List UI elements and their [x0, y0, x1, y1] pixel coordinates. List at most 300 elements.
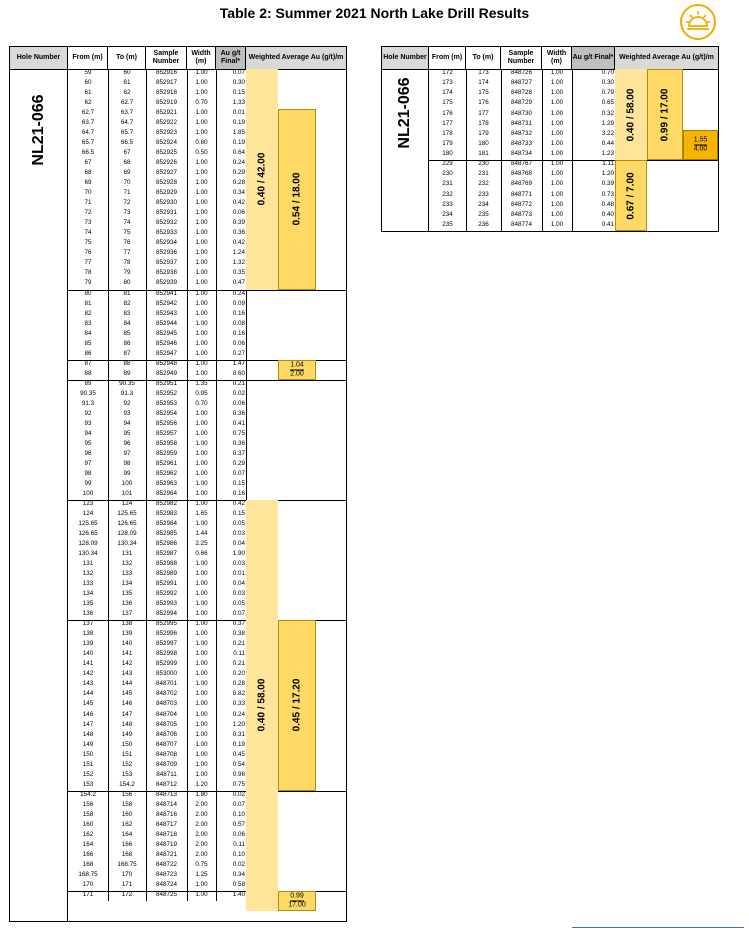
- from-cell: 60: [84, 79, 92, 87]
- to-cell: 62: [123, 89, 131, 97]
- sample-cell: 852994: [155, 610, 177, 618]
- au-cell: 0.44: [601, 139, 614, 147]
- sample-cell: 852984: [155, 520, 177, 528]
- from-cell: 149: [82, 740, 94, 748]
- to-cell: 68: [123, 159, 131, 167]
- au-cell: 0.28: [232, 680, 245, 688]
- width-cell: 1.80: [195, 790, 208, 798]
- sample-cell: 852996: [155, 630, 177, 638]
- au-cell: 0.35: [232, 269, 245, 277]
- from-cell: 65.7: [81, 139, 95, 147]
- from-cell: 168: [82, 860, 94, 868]
- sample-cell: 852999: [155, 660, 177, 668]
- from-cell: 75: [84, 239, 92, 247]
- weighted-average-width: 2.00: [290, 370, 304, 378]
- width-cell: 1.00: [195, 630, 208, 638]
- au-cell: 0.37: [232, 449, 245, 457]
- from-cell: 90.35: [80, 389, 96, 397]
- width-cell: 2.00: [195, 850, 208, 858]
- au-cell: 0.36: [232, 439, 245, 447]
- au-cell: 0.24: [232, 159, 245, 167]
- au-cell: 0.65: [601, 99, 614, 107]
- from-cell: 125.65: [78, 520, 98, 528]
- width-cell: 1.00: [195, 239, 208, 247]
- au-cell: 1.20: [232, 720, 245, 728]
- weighted-average-interval: [278, 109, 316, 289]
- from-cell: 232: [442, 190, 453, 198]
- to-cell: 134: [121, 580, 133, 588]
- from-cell: 176: [442, 109, 453, 117]
- au-cell: 0.29: [232, 169, 245, 177]
- width-cell: 1.00: [195, 219, 208, 227]
- sample-cell: 852949: [155, 369, 177, 377]
- au-cell: 0.09: [232, 299, 245, 307]
- from-cell: 94: [84, 429, 92, 437]
- to-cell: 86: [123, 339, 131, 347]
- to-cell: 75: [123, 229, 131, 237]
- to-cell: 128.09: [117, 530, 137, 538]
- sample-cell: 852956: [155, 419, 177, 427]
- au-cell: 0.07: [232, 610, 245, 618]
- width-cell: 1.00: [195, 580, 208, 588]
- from-cell: 83: [84, 319, 92, 327]
- au-cell: 0.10: [232, 810, 245, 818]
- au-cell: 0.39: [232, 219, 245, 227]
- to-cell: 131: [121, 550, 133, 558]
- hole-id: NL21-066: [396, 77, 413, 149]
- to-cell: 234: [478, 200, 489, 208]
- au-cell: 0.36: [232, 409, 245, 417]
- to-cell: 153: [121, 770, 133, 778]
- to-cell: 158: [121, 800, 133, 808]
- header-to: To (m): [108, 47, 146, 69]
- au-cell: 0.30: [232, 79, 245, 87]
- from-cell: 62.7: [81, 109, 95, 117]
- to-cell: 82: [123, 299, 131, 307]
- au-cell: 0.70: [601, 69, 614, 76]
- sample-cell: 848726: [510, 69, 532, 76]
- au-cell: 0.15: [232, 479, 245, 487]
- au-cell: 0.03: [232, 560, 245, 568]
- to-cell: 179: [478, 129, 489, 137]
- to-cell: 81: [123, 289, 131, 297]
- from-cell: 67: [84, 159, 92, 167]
- to-cell: 143: [121, 670, 133, 678]
- to-cell: 79: [123, 269, 131, 277]
- sample-cell: 848716: [155, 810, 177, 818]
- to-cell: 70: [123, 179, 131, 187]
- from-cell: 156: [82, 800, 94, 808]
- sample-cell: 852941: [155, 289, 177, 297]
- to-cell: 76: [123, 239, 131, 247]
- width-cell: 1.00: [550, 220, 564, 228]
- to-cell: 180: [478, 139, 489, 147]
- width-cell: 1.00: [195, 229, 208, 237]
- weighted-average-label: 0.45 / 17.20: [291, 679, 303, 732]
- to-cell: 74: [123, 219, 131, 227]
- sample-cell: 848714: [155, 800, 177, 808]
- au-cell: 0.19: [232, 139, 245, 147]
- weighted-average-interval: [278, 891, 316, 911]
- au-cell: 0.36: [232, 229, 245, 237]
- to-cell: 168.75: [117, 860, 137, 868]
- width-cell: 1.00: [195, 449, 208, 457]
- to-cell: 72: [123, 199, 131, 207]
- sample-cell: 852932: [155, 219, 177, 227]
- au-cell: 0.16: [232, 489, 245, 497]
- sample-cell: 848702: [155, 690, 177, 698]
- sample-cell: 848711: [156, 770, 177, 778]
- to-cell: 61: [123, 79, 131, 87]
- sample-cell: 852921: [155, 109, 177, 117]
- to-cell: 77: [123, 249, 131, 257]
- interval-separator: [68, 500, 346, 501]
- sample-cell: 852945: [155, 329, 177, 337]
- au-cell: 0.79: [601, 89, 614, 97]
- sample-cell: 852995: [155, 620, 177, 628]
- width-cell: 1.00: [195, 690, 208, 698]
- sample-cell: 848724: [155, 880, 177, 888]
- width-cell: 1.00: [195, 209, 208, 217]
- au-cell: 0.06: [232, 830, 245, 838]
- width-cell: 2.00: [195, 820, 208, 828]
- to-cell: 83: [123, 309, 131, 317]
- au-cell: 0.73: [601, 190, 614, 198]
- sample-cell: 852953: [155, 399, 177, 407]
- au-cell: 0.27: [232, 349, 245, 357]
- weighted-average-stack: [279, 892, 315, 909]
- width-cell: 1.00: [195, 640, 208, 648]
- width-cell: 1.00: [195, 439, 208, 447]
- width-cell: 1.00: [195, 730, 208, 738]
- width-cell: 0.50: [195, 149, 208, 157]
- sample-cell: 852930: [155, 199, 177, 207]
- width-cell: 1.35: [195, 379, 208, 387]
- to-cell: 69: [123, 169, 131, 177]
- to-cell: 230: [478, 160, 489, 168]
- header-sample-number: Sample Number: [146, 47, 187, 69]
- to-cell: 164: [121, 830, 133, 838]
- sample-cell: 852998: [155, 650, 177, 658]
- width-cell: 1.00: [195, 890, 208, 898]
- from-cell: 68: [84, 169, 92, 177]
- from-cell: 148: [82, 730, 94, 738]
- au-cell: 0.82: [232, 690, 245, 698]
- from-cell: 91.3: [81, 399, 95, 407]
- au-cell: 0.42: [232, 500, 245, 507]
- au-cell: 0.05: [232, 520, 245, 528]
- from-cell: 146: [82, 710, 94, 718]
- sample-cell: 852944: [155, 319, 177, 327]
- to-cell: 92: [123, 399, 131, 407]
- sample-cell: 848705: [155, 720, 177, 728]
- sample-cell: 848706: [155, 730, 177, 738]
- to-cell: 133: [121, 570, 133, 578]
- sample-cell: 852952: [155, 389, 177, 397]
- to-cell: 73: [123, 209, 131, 217]
- from-cell: 61: [84, 89, 92, 97]
- width-cell: 1.00: [195, 119, 208, 127]
- sample-cell: 848703: [155, 700, 177, 708]
- sample-cell: 852992: [155, 590, 177, 598]
- sample-cell: 848712: [155, 780, 177, 788]
- au-cell: 0.15: [232, 510, 245, 518]
- to-cell: 168: [121, 850, 133, 858]
- from-cell: 77: [84, 259, 92, 267]
- sample-cell: 852923: [155, 129, 177, 137]
- width-cell: 1.00: [195, 349, 208, 357]
- weighted-average-interval: [246, 500, 278, 911]
- from-cell: 153: [82, 780, 94, 788]
- sample-cell: 848729: [510, 99, 532, 107]
- to-cell: 148: [121, 720, 133, 728]
- width-cell: 1.00: [550, 150, 564, 157]
- width-cell: 1.00: [550, 99, 564, 107]
- au-cell: 0.41: [232, 419, 245, 427]
- width-cell: 1.00: [195, 129, 208, 137]
- header-au: Au g/t Final*: [572, 47, 615, 69]
- au-cell: 1.23: [601, 150, 614, 157]
- to-cell: 140: [121, 640, 133, 648]
- au-cell: 0.15: [232, 89, 245, 97]
- width-cell: 1.00: [195, 169, 208, 177]
- weighted-average-width: 4.00: [693, 145, 708, 153]
- au-cell: 0.02: [232, 389, 245, 397]
- from-cell: 98: [84, 469, 92, 477]
- sample-cell: 852939: [155, 279, 177, 287]
- sample-cell: 848709: [155, 760, 177, 768]
- page-title: Table 2: Summer 2021 North Lake Drill Results: [219, 5, 530, 21]
- sample-cell: 852929: [155, 189, 177, 197]
- from-cell: 142: [82, 670, 94, 678]
- interval-separator: [429, 160, 718, 161]
- to-cell: 84: [123, 319, 131, 327]
- width-cell: 1.00: [195, 500, 208, 507]
- from-cell: 229: [442, 160, 453, 168]
- to-cell: 85: [123, 329, 131, 337]
- to-cell: 170: [121, 870, 133, 878]
- sample-cell: 852943: [155, 309, 177, 317]
- header-au: Au g/t Final*: [216, 47, 246, 69]
- to-cell: 125.65: [117, 510, 137, 518]
- to-cell: 166: [121, 840, 133, 848]
- au-cell: 0.75: [232, 780, 245, 788]
- width-cell: 2.25: [195, 540, 208, 548]
- sample-cell: 852988: [155, 560, 177, 568]
- to-cell: 124: [121, 500, 133, 507]
- width-cell: 1.65: [195, 510, 208, 518]
- au-cell: 0.03: [232, 590, 245, 598]
- from-cell: 132: [82, 570, 94, 578]
- sample-cell: 852937: [155, 259, 177, 267]
- sun-logo-icon: [678, 2, 718, 42]
- to-cell: 173: [478, 69, 489, 76]
- to-cell: 154.2: [119, 780, 135, 788]
- to-cell: 177: [478, 109, 489, 117]
- weighted-average-grade: 0.99: [290, 892, 304, 900]
- width-cell: 1.00: [195, 459, 208, 467]
- sample-cell: 848719: [155, 840, 177, 848]
- from-cell: 172: [442, 69, 453, 76]
- to-cell: 136: [121, 600, 133, 608]
- from-cell: 170: [82, 880, 94, 888]
- to-cell: 98: [123, 459, 131, 467]
- width-cell: 1.00: [195, 319, 208, 327]
- au-cell: 0.42: [232, 239, 245, 247]
- width-cell: 1.00: [195, 610, 208, 618]
- from-cell: 86: [84, 349, 92, 357]
- sample-cell: 848708: [155, 750, 177, 758]
- au-cell: 0.47: [232, 279, 245, 287]
- width-cell: 1.00: [195, 600, 208, 608]
- width-cell: 1.00: [195, 670, 208, 678]
- from-cell: 87: [84, 359, 92, 367]
- width-cell: 1.00: [550, 200, 564, 208]
- to-cell: 171: [121, 880, 133, 888]
- au-cell: 0.30: [601, 79, 614, 87]
- to-cell: 132: [121, 560, 133, 568]
- to-cell: 178: [478, 119, 489, 127]
- header-weighted-average: Weighted Average Au (g/t)/m: [615, 47, 718, 69]
- sample-cell: 848731: [510, 119, 532, 127]
- sample-cell: 848727: [510, 79, 532, 87]
- from-cell: 100: [82, 489, 94, 497]
- to-cell: 160: [121, 810, 133, 818]
- sample-cell: 848723: [155, 870, 177, 878]
- width-cell: 1.00: [195, 560, 208, 568]
- sample-cell: 852989: [155, 570, 177, 578]
- sample-cell: 848768: [510, 170, 532, 178]
- width-cell: 0.95: [195, 389, 208, 397]
- sample-cell: 852963: [155, 479, 177, 487]
- au-cell: 0.41: [601, 220, 614, 228]
- au-cell: 0.24: [232, 710, 245, 718]
- from-cell: 166: [82, 850, 94, 858]
- au-cell: 0.60: [232, 369, 245, 377]
- table-header: [10, 47, 346, 70]
- au-cell: 0.48: [601, 200, 614, 208]
- width-cell: 1.00: [195, 69, 208, 76]
- from-cell: 69: [84, 179, 92, 187]
- weighted-average-interval: [278, 620, 316, 790]
- au-cell: 0.07: [232, 469, 245, 477]
- width-cell: 1.00: [195, 279, 208, 287]
- width-cell: 1.00: [195, 489, 208, 497]
- weighted-average-interval: [246, 69, 278, 290]
- header-width: Width (m): [542, 47, 572, 69]
- from-cell: 138: [82, 630, 94, 638]
- from-cell: 78: [84, 269, 92, 277]
- au-cell: 0.75: [232, 429, 245, 437]
- width-cell: 1.25: [195, 870, 208, 878]
- to-cell: 95: [123, 429, 131, 437]
- from-cell: 171: [82, 890, 94, 898]
- width-cell: 1.00: [195, 289, 208, 297]
- to-cell: 152: [121, 760, 133, 768]
- sample-cell: 852919: [155, 99, 177, 107]
- from-cell: 136: [82, 610, 94, 618]
- width-cell: 1.00: [195, 650, 208, 658]
- au-cell: 0.08: [232, 319, 245, 327]
- sample-cell: 852948: [155, 359, 177, 367]
- width-cell: 1.00: [195, 740, 208, 748]
- au-cell: 1.11: [602, 160, 614, 168]
- sample-cell: 852926: [155, 159, 177, 167]
- to-cell: 130.34: [117, 540, 137, 548]
- au-cell: 0.19: [232, 740, 245, 748]
- to-cell: 151: [121, 750, 133, 758]
- sample-cell: 848722: [155, 860, 177, 868]
- au-cell: 0.04: [232, 540, 245, 548]
- width-cell: 1.00: [195, 710, 208, 718]
- au-cell: 0.07: [232, 800, 245, 808]
- width-cell: 1.00: [550, 139, 564, 147]
- weighted-average-label: 0.40 / 42.00: [256, 152, 268, 206]
- au-cell: 0.34: [232, 189, 245, 197]
- width-cell: 1.00: [195, 570, 208, 578]
- au-cell: 0.37: [232, 620, 245, 628]
- from-cell: 162: [82, 830, 94, 838]
- sample-cell: 848725: [155, 890, 177, 898]
- from-cell: 89: [84, 379, 92, 387]
- width-cell: 1.00: [195, 269, 208, 277]
- au-cell: 0.21: [232, 379, 245, 387]
- from-cell: 137: [82, 620, 94, 628]
- sample-cell: 852924: [155, 139, 177, 147]
- au-cell: 0.06: [232, 209, 245, 217]
- to-cell: 65.7: [120, 129, 134, 137]
- from-cell: 143: [82, 680, 94, 688]
- au-cell: 0.24: [232, 289, 245, 297]
- au-cell: 0.38: [232, 630, 245, 638]
- from-cell: 168.75: [78, 870, 98, 878]
- sample-cell: 848772: [510, 200, 532, 208]
- au-cell: 1.24: [232, 249, 245, 257]
- to-cell: 235: [478, 210, 489, 218]
- width-cell: 1.00: [195, 199, 208, 207]
- from-cell: 160: [82, 820, 94, 828]
- sample-cell: 852962: [155, 469, 177, 477]
- to-cell: 71: [123, 189, 131, 197]
- from-cell: 59: [84, 69, 92, 76]
- interval-separator: [68, 380, 346, 381]
- width-cell: 0.75: [195, 860, 208, 868]
- to-cell: 175: [478, 89, 489, 97]
- weighted-average-stack: [684, 136, 717, 153]
- from-cell: 233: [442, 200, 453, 208]
- from-cell: 123: [82, 500, 94, 507]
- au-cell: 0.58: [232, 880, 245, 888]
- to-cell: 126.65: [117, 520, 137, 528]
- width-cell: 1.00: [195, 720, 208, 728]
- from-cell: 88: [84, 369, 92, 377]
- to-cell: 236: [478, 220, 489, 228]
- from-cell: 84: [84, 329, 92, 337]
- from-cell: 141: [82, 660, 94, 668]
- from-cell: 63.7: [81, 119, 95, 127]
- au-cell: 0.02: [232, 860, 245, 868]
- au-cell: 0.06: [232, 399, 245, 407]
- au-cell: 0.64: [232, 149, 245, 157]
- sample-cell: 852947: [155, 349, 177, 357]
- from-cell: 179: [442, 139, 453, 147]
- from-cell: 145: [82, 700, 94, 708]
- header-width: Width (m): [187, 47, 216, 69]
- width-cell: 2.00: [195, 810, 208, 818]
- width-cell: 1.00: [195, 660, 208, 668]
- weighted-average-grade: 1.55: [693, 136, 708, 144]
- to-cell: 231: [478, 170, 489, 178]
